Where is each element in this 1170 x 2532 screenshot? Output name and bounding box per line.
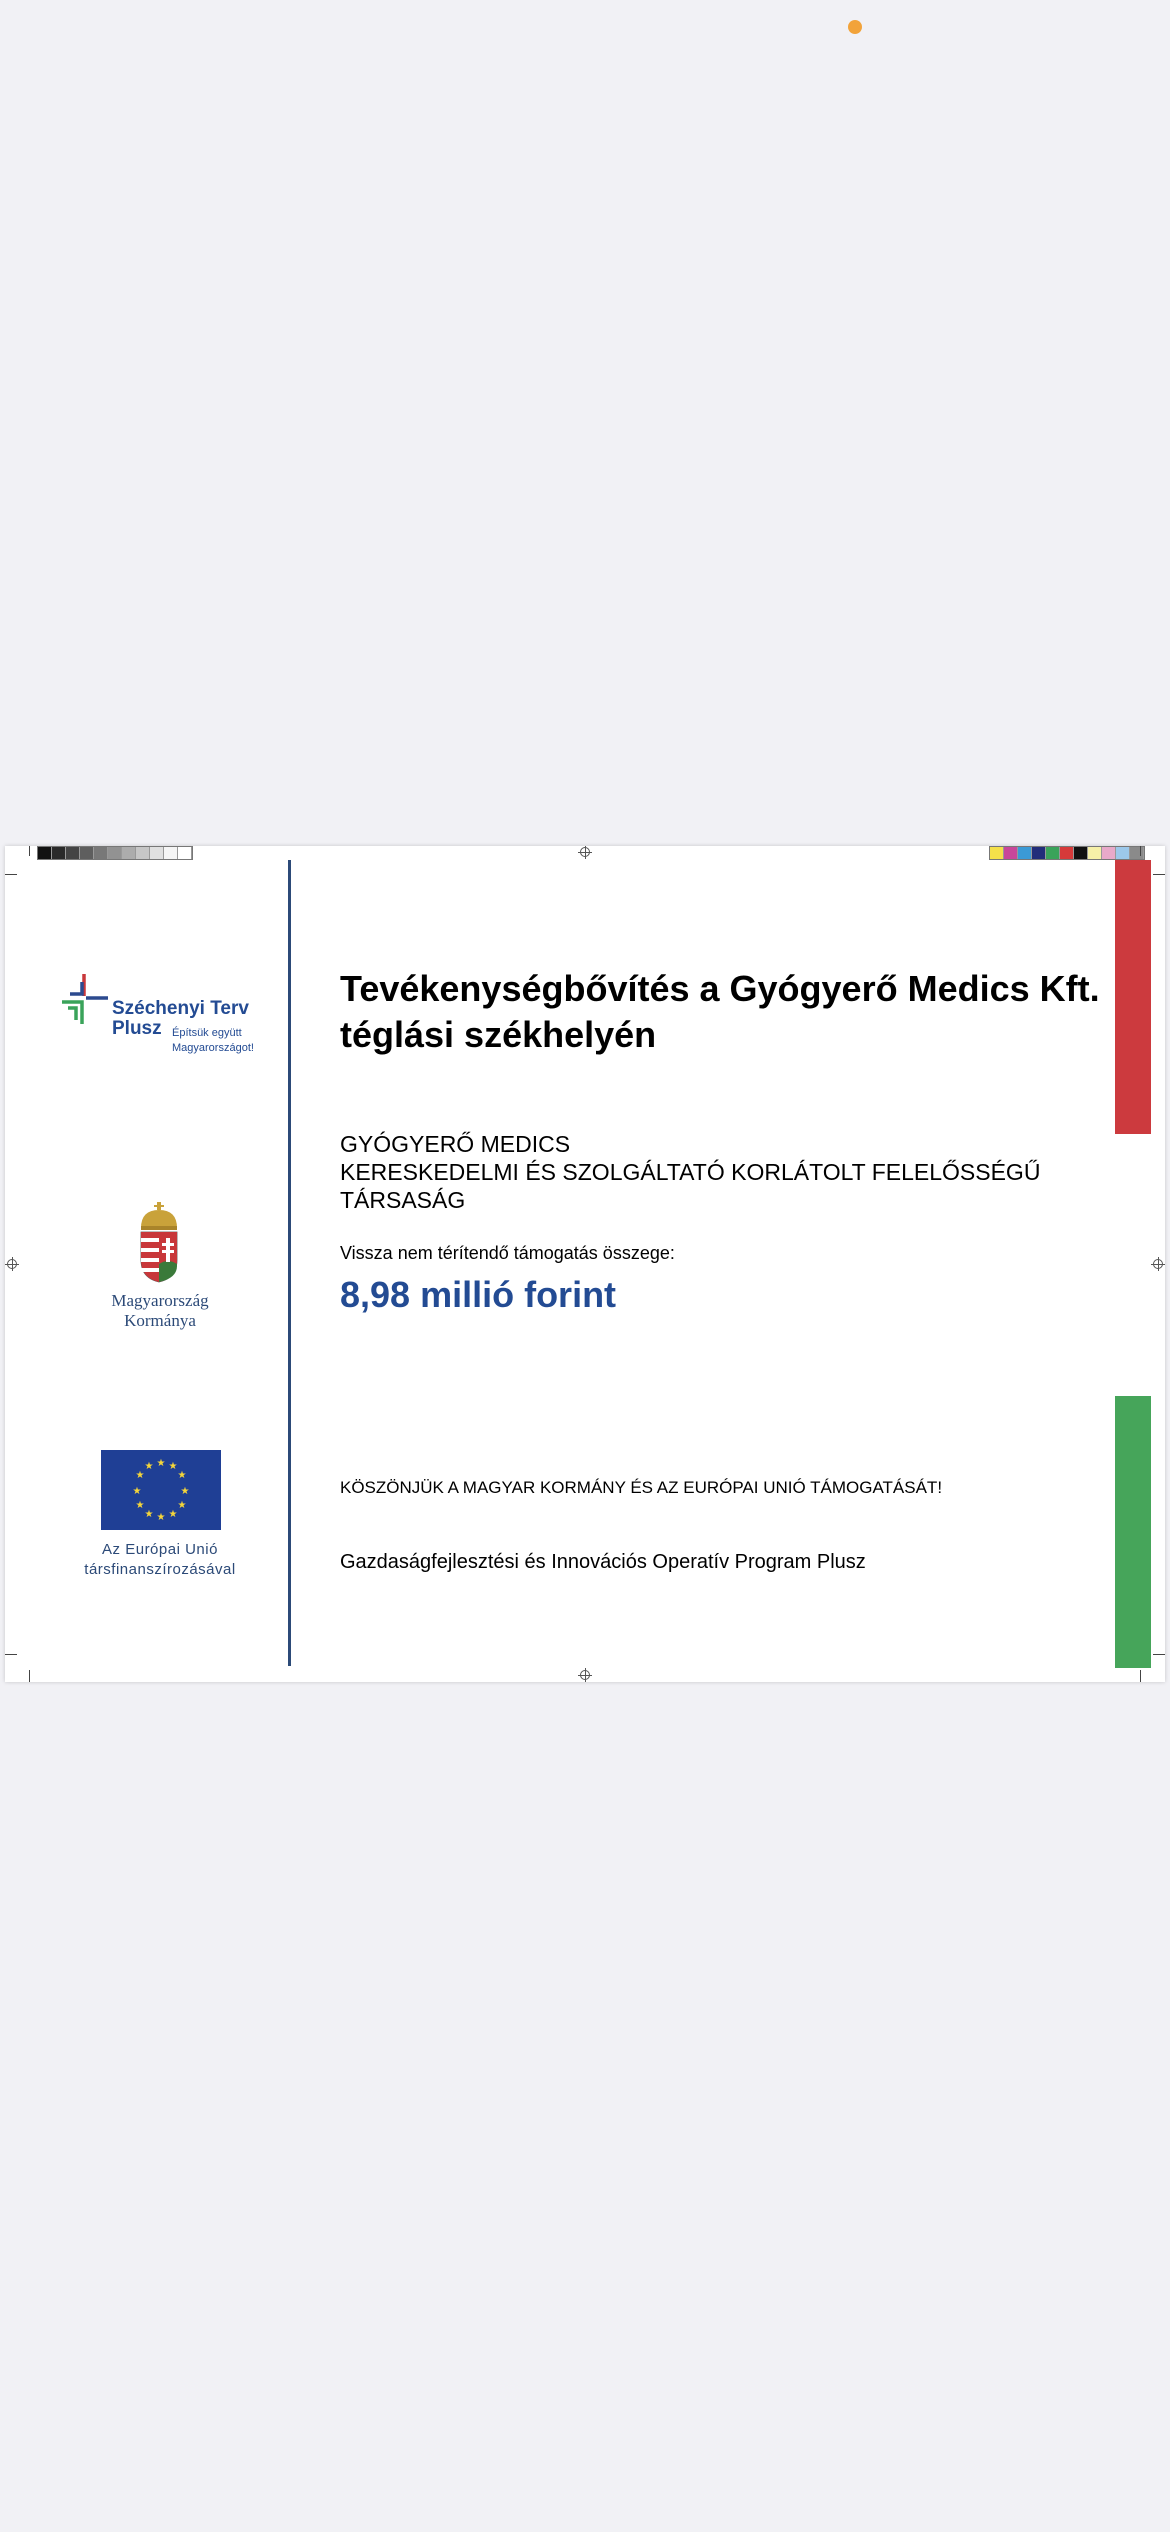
crop-mark xyxy=(1153,1654,1165,1655)
status-indicator-dot xyxy=(848,20,862,34)
company-name-line: KERESKEDELMI ÉS SZOLGÁLTATÓ KORLÁTOLT FELELŐSSÉGŰ TÁRSASÁG xyxy=(340,1159,1041,1213)
support-amount-value: 8,98 millió forint xyxy=(340,1274,617,1315)
svg-text:★: ★ xyxy=(177,1470,187,1481)
szechenyi-slogan xyxy=(172,1026,254,1056)
svg-text:★: ★ xyxy=(156,1512,166,1523)
project-title: Tevékenységbővítés a Gyógyerő Medics Kft. téglási székhelyén xyxy=(340,968,1100,1055)
side-stripe-red xyxy=(1115,860,1151,1134)
crop-mark xyxy=(1140,1670,1141,1682)
crop-mark xyxy=(5,1654,17,1655)
svg-text:★: ★ xyxy=(132,1486,142,1497)
registration-mark-bottom xyxy=(580,1670,590,1680)
szechenyi-plusz: Plusz xyxy=(112,1018,162,1039)
registration-mark-left xyxy=(7,1259,17,1269)
szechenyi-slogan-line: Magyarországot! xyxy=(172,1042,254,1054)
program-name: Gazdaságfejlesztési és Innovációs Operatív Program Plusz xyxy=(340,1551,866,1573)
crop-mark xyxy=(1140,846,1141,856)
thanks-message: KÖSZÖNJÜK A MAGYAR KORMÁNY ÉS AZ EURÓPAI UNIÓ TÁMOGATÁSÁT! xyxy=(340,1478,943,1497)
company-name-line: GYÓGYERŐ MEDICS xyxy=(340,1131,571,1157)
svg-text:★: ★ xyxy=(144,1461,154,1472)
vertical-divider xyxy=(288,860,291,1666)
side-stripe-green xyxy=(1115,1396,1151,1668)
government-label xyxy=(45,1291,275,1331)
eu-flag-icon xyxy=(101,1450,221,1530)
svg-text:★: ★ xyxy=(168,1461,178,1472)
szechenyi-cross-icon xyxy=(60,974,108,1026)
svg-text:★: ★ xyxy=(156,1458,166,1469)
szechenyi-slogan-line: Építsük együtt xyxy=(172,1027,242,1039)
grayscale-calibration-bar xyxy=(37,846,193,860)
crop-mark xyxy=(29,1670,30,1682)
svg-text:★: ★ xyxy=(135,1500,145,1511)
eu-label-line: társfinanszírozásával xyxy=(84,1561,236,1578)
crop-mark xyxy=(1153,874,1165,875)
government-label-line: Magyarország xyxy=(111,1291,209,1310)
support-amount-label: Vissza nem térítendő támogatás összege: xyxy=(340,1243,675,1263)
poster-document xyxy=(5,846,1165,1682)
government-label-line: Kormánya xyxy=(124,1311,196,1330)
beneficiary-company xyxy=(340,1130,1100,1214)
szechenyi-terv-logo xyxy=(60,974,270,1064)
svg-text:★: ★ xyxy=(168,1509,178,1520)
color-calibration-bar xyxy=(989,846,1145,860)
szechenyi-title: Széchenyi Terv xyxy=(112,998,249,1019)
crop-mark xyxy=(5,874,17,875)
registration-mark-top xyxy=(580,847,590,857)
eu-cofinancing-label xyxy=(45,1540,275,1580)
crop-mark xyxy=(29,846,30,856)
eu-label-line: Az Európai Unió xyxy=(102,1541,218,1558)
svg-text:★: ★ xyxy=(177,1500,187,1511)
svg-text:★: ★ xyxy=(144,1509,154,1520)
svg-text:★: ★ xyxy=(180,1486,190,1497)
registration-mark-right xyxy=(1153,1259,1163,1269)
svg-text:★: ★ xyxy=(135,1470,145,1481)
hungarian-coat-of-arms-icon xyxy=(135,1202,183,1284)
